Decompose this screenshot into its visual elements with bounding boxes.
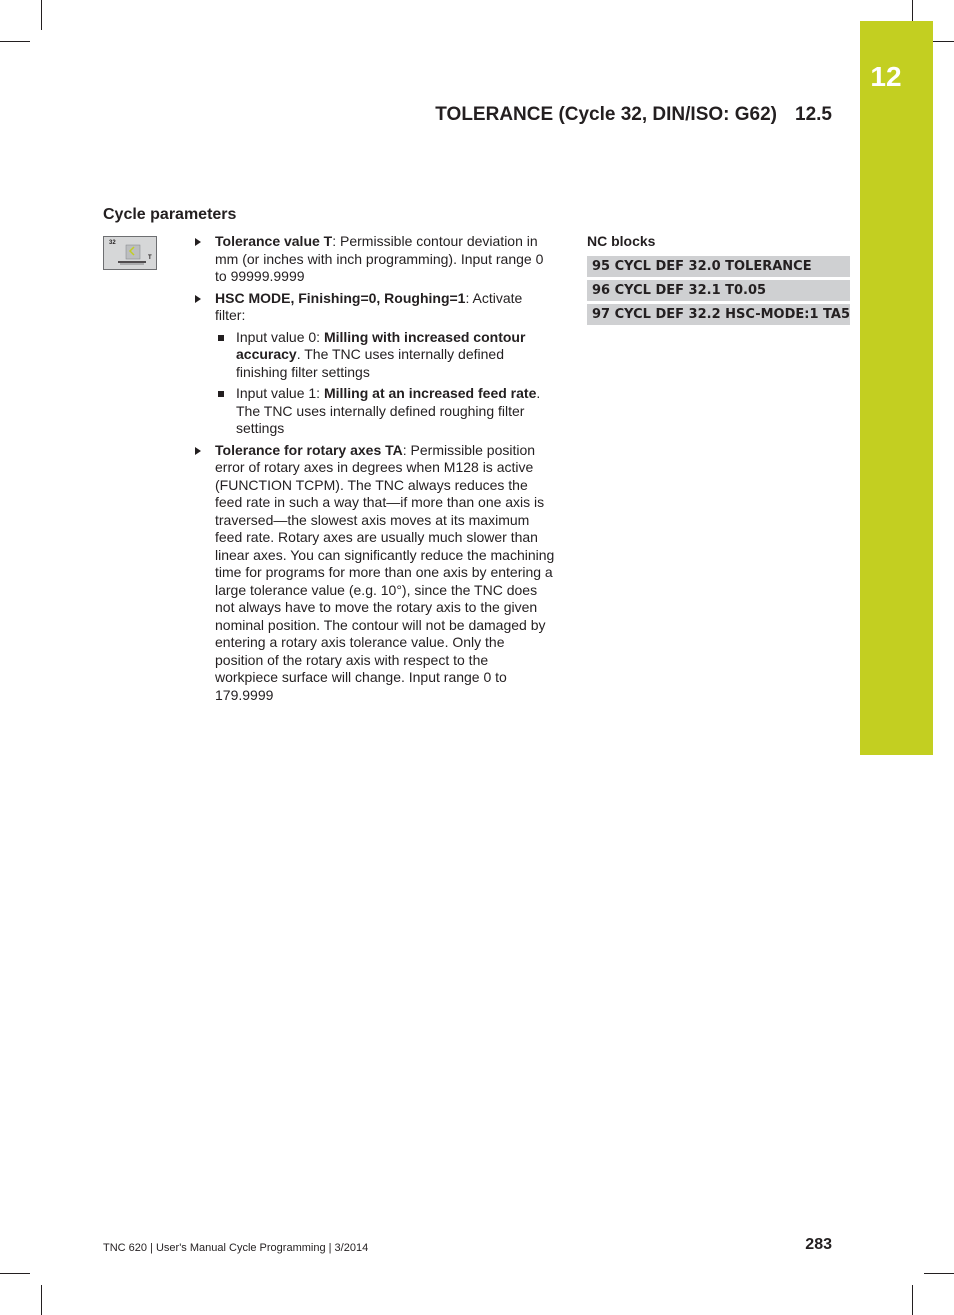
parameter-list (195, 233, 555, 708)
param-name: HSC MODE, Finishing=0, Roughing=1 (215, 289, 466, 306)
bullet-arrow-icon (195, 238, 201, 246)
bullet-arrow-icon (195, 295, 201, 303)
param-name: Tolerance for rotary axes TA (215, 441, 403, 458)
chapter-tab (860, 21, 933, 755)
param-tolerance-value (195, 233, 555, 286)
nc-blocks-table (587, 256, 850, 328)
crop-mark (41, 1285, 42, 1315)
option-description: . The TNC uses internally defined finishing filter settings (236, 346, 504, 380)
bullet-arrow-icon (195, 447, 201, 455)
page-number: 283 (805, 1236, 832, 1253)
option-prefix: Input value 1: (236, 385, 324, 401)
hsc-option-0 (195, 329, 555, 382)
cycle-icon-letter: T (148, 255, 152, 261)
cycle-icon-number: 32 (109, 240, 116, 246)
crop-mark (0, 1273, 30, 1274)
param-description: : Activate filter: (215, 289, 523, 323)
option-prefix: Input value 0: (236, 328, 324, 345)
header-section-number: 12.5 (795, 104, 832, 125)
section-heading: Cycle parameters (103, 206, 237, 223)
running-header (390, 104, 832, 126)
chapter-number: 12 (870, 61, 902, 92)
nc-block-row: 96 CYCL DEF 32.1 T0.05 (587, 280, 850, 301)
crop-mark (912, 1285, 913, 1315)
cycle-32-icon (103, 236, 157, 270)
option-name: Milling at an increased feed rate (323, 385, 537, 401)
bullet-square-icon (218, 335, 224, 341)
param-name: Tolerance value T (215, 233, 333, 249)
crop-mark (924, 1273, 954, 1274)
hsc-option-1 (195, 385, 555, 438)
nc-block-row: 95 CYCL DEF 32.0 TOLERANCE (587, 256, 850, 277)
bullet-square-icon (218, 391, 224, 397)
tool-path-icon (104, 237, 156, 269)
footer-text: TNC 620 | User's Manual Cycle Programming | 3/2014 (103, 1242, 369, 1254)
param-hsc-mode (195, 290, 555, 325)
nc-block-row: 97 CYCL DEF 32.2 HSC-MODE:1 TA5 (587, 304, 850, 325)
header-title: TOLERANCE (Cycle 32, DIN/ISO: G62) (435, 104, 778, 125)
param-description: : Permissible contour deviation in mm (or inches with inch programming). Input range 0 to 99999.9999 (215, 233, 544, 284)
crop-mark (41, 0, 42, 30)
nc-blocks-heading: NC blocks (587, 233, 656, 249)
option-description: . The TNC uses internally defined roughing filter settings (236, 385, 541, 436)
param-description: : Permissible position error of rotary axes in degrees when M128 is active (FUNCTION TCPM). The TNC always reduces the feed rate in such a way that—if more than one axis is traversed—the slowest axis moves at its maximum feed rate. Rotary axes are usually much slower than linear axes. You can significantly reduce the machining time for programs for more than one axis by entering a large tolerance value (e.g. 10°), since the TNC does not always have to move the rotary axis to the given nominal position. The contour will not be damaged by entering a rotary axis tolerance value. Only the position of the rotary axis with respect to the workpiece surface will change. Input range 0 to 179.9999 (215, 441, 555, 703)
param-rotary-tolerance (195, 442, 555, 705)
option-name: Milling with increased contour accuracy (236, 328, 526, 362)
crop-mark (0, 41, 30, 42)
